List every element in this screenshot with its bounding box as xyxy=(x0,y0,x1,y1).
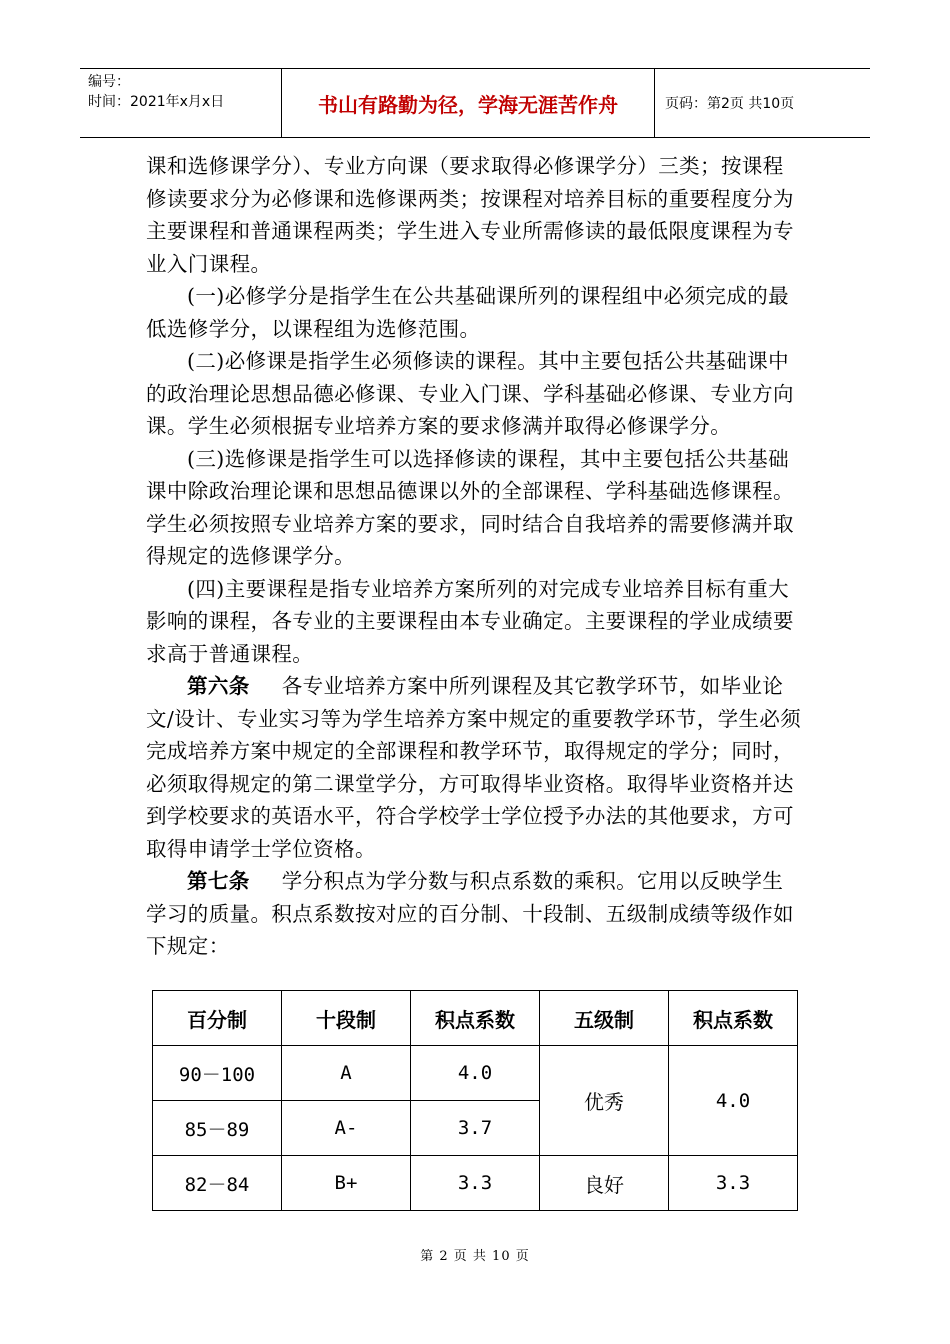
paragraph: (三)选修课是指学生可以选择修读的课程，其中主要包括公共基础课中除政治理论课和思想品德课以外的全部课程、学科基础选修课程。学生必须按照专业培养方案的要求，同时结合自我培养的需要修满并取得规定的选修课学分。 xyxy=(146,446,794,568)
table-row xyxy=(153,1156,798,1211)
header-meta xyxy=(80,69,282,137)
paragraph: (一)必修学分是指学生在公共基础课所列的课程组中必须完成的最低选修学分，以课程组为选修范围。 xyxy=(146,284,789,341)
article-six-text: 各专业培养方案中所列课程及其它教学环节，如毕业论文/设计、专业实习等为学生培养方案中规定的重要教学环节，学生必须完成培养方案中规定的全部课程和教学环节，取得规定的学分；同时，必须取得规定的第二课堂学分，方可取得毕业资格。取得毕业资格并达到学校要求的英语水平，符合学校学士学位授予办法的其他要求，方可取得申请学士学位资格。 xyxy=(146,674,802,861)
paragraph: (二)必修课是指学生必须修读的课程。其中主要包括公共基础课中的政治理论思想品德必修课、专业入门课、学科基础必修课、专业方向课。学生必须根据专业培养方案的要求修满并取得必修课学分。 xyxy=(146,349,794,438)
page-footer: 第 2 页 共 10 页 xyxy=(420,1249,530,1264)
cell-coefficient: 3.7 xyxy=(411,1101,540,1156)
article-seven-text: 学分积点为学分数与积点系数的乘积。它用以反映学生学习的质量。积点系数按对应的百分制、十段制、五级制成绩等级作如下规定： xyxy=(146,869,794,958)
article-seven xyxy=(146,865,802,963)
cell-coefficient: 3.3 xyxy=(411,1156,540,1211)
cell-percent: 85－89 xyxy=(153,1101,282,1156)
page-header xyxy=(80,68,870,138)
header-ten-level: 十段制 xyxy=(282,991,411,1046)
table-header-row xyxy=(153,991,798,1046)
date-line: 时间：2021年x月x日 xyxy=(88,94,225,110)
paragraph: (四)主要课程是指专业培养方案所列的对完成专业培养目标有重大影响的课程，各专业的主要课程由本专业确定。主要课程的学业成绩要求高于普通课程。 xyxy=(146,576,794,666)
cell-percent: 82－84 xyxy=(153,1156,282,1211)
serial-label: 编号： xyxy=(88,74,130,90)
cell-percent: 90－100 xyxy=(153,1046,282,1101)
cell-five-level: 良好 xyxy=(540,1156,669,1211)
header-page-info: 页码：第2页 共10页 xyxy=(665,96,795,112)
cell-five-coefficient: 3.3 xyxy=(669,1156,798,1211)
cell-coefficient: 4.0 xyxy=(411,1046,540,1101)
header-coefficient: 积点系数 xyxy=(411,991,540,1046)
article-six xyxy=(146,670,802,865)
article-six-title: 第六条 xyxy=(187,674,250,698)
cell-ten-level: B+ xyxy=(282,1156,411,1211)
paragraph: 课和选修课学分）、专业方向课（要求取得必修课学分）三类；按课程修读要求分为必修课和选修课两类；按课程对培养目标的重要程度分为主要课程和普通课程两类；学生进入专业所需修读的最低限度课程为专业入门课程。 xyxy=(146,154,794,276)
cell-ten-level: A- xyxy=(282,1101,411,1156)
header-motto: 书山有路勤为径，学海无涯苦作舟 xyxy=(282,69,655,137)
table-row xyxy=(153,1046,798,1101)
header-coefficient-five: 积点系数 xyxy=(669,991,798,1046)
cell-ten-level: A xyxy=(282,1046,411,1101)
header-five-level: 五级制 xyxy=(540,991,669,1046)
cell-five-level: 优秀 xyxy=(540,1046,669,1156)
article-seven-title: 第七条 xyxy=(187,869,250,893)
header-percent: 百分制 xyxy=(153,991,282,1046)
document-body xyxy=(146,150,802,963)
cell-five-coefficient: 4.0 xyxy=(669,1046,798,1156)
grade-point-table xyxy=(152,990,798,1211)
